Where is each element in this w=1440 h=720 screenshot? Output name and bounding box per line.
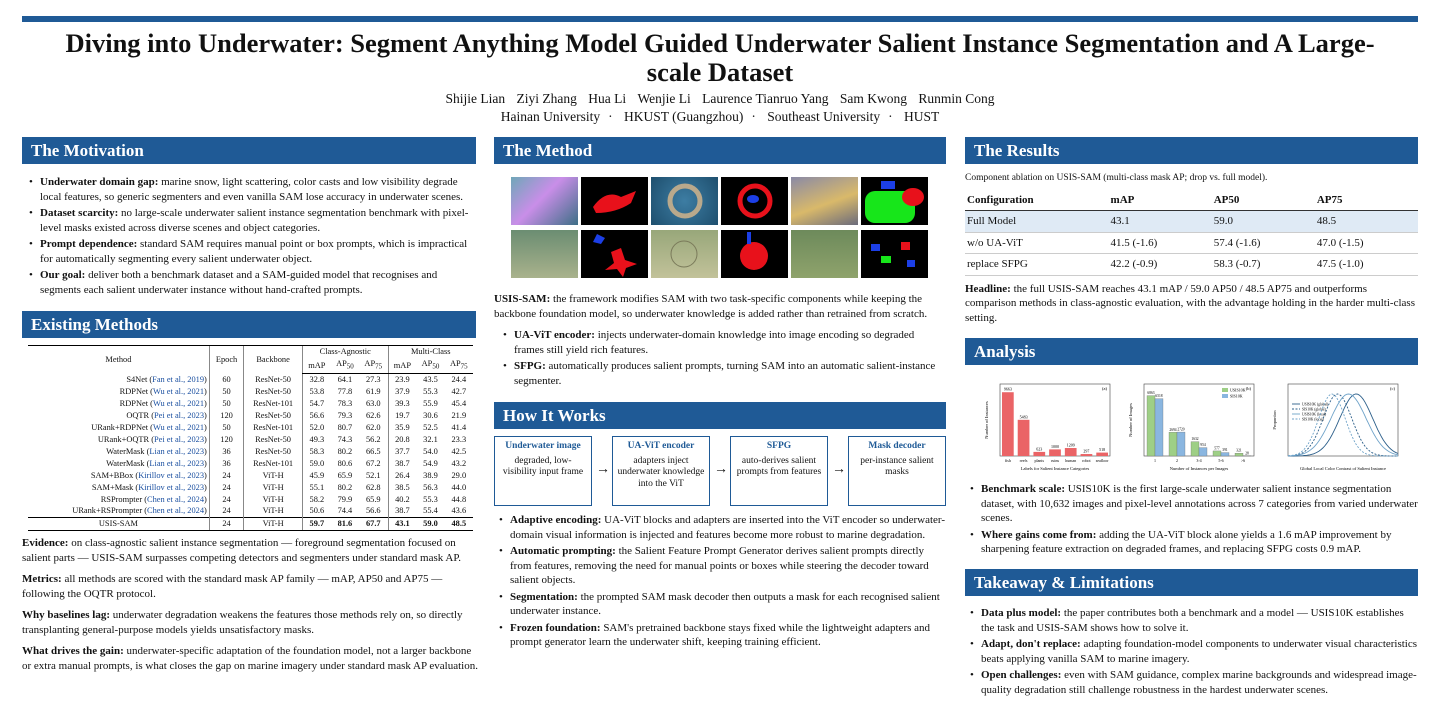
table-row: SAM+BBox (Kirillov et al., 2023) 24 ViT-H 45.9 65.9 52.1 26.4 38.9 29.0 — [28, 470, 473, 482]
list-item: • Frozen foundation: SAM's pretrained backbone stays fixed while the lightweight adapters and prompt generator learn the underwater shift, keeping training efficient. — [494, 621, 946, 650]
list-item: • Segmentation: the prompted SAM mask decoder then outputs a mask for each recognised salient underwater instance. — [494, 590, 946, 619]
table-row: replace SFPG 42.2 (-0.9) 58.3 (-0.7) 47.5 (-1.0) — [965, 254, 1418, 276]
bar — [1018, 420, 1030, 456]
legend-swatch — [1222, 388, 1228, 392]
affiliation-list: Hainan University · HKUST (Guangzhou) · Southeast University · HUST — [500, 109, 940, 124]
bar — [1221, 453, 1229, 456]
table-row: OQTR (Pei et al., 2023) 120 ResNet-50 56.6 79.3 62.6 19.7 30.6 21.9 — [28, 410, 473, 422]
data-label: 5483 — [1019, 414, 1028, 420]
legend-label: SIS10K — [1230, 393, 1243, 399]
chart-title: (c) — [1390, 386, 1395, 391]
bar — [1147, 396, 1155, 456]
top-rule — [22, 16, 1418, 22]
how-it-works-list-wrap — [494, 513, 946, 652]
legend-label: SIS10K (local) — [1302, 417, 1324, 422]
x-axis-label: Global Local Color Contrast of Salient Instance — [1300, 466, 1386, 471]
poster-title: Diving into Underwater: Segment Anything Model Guided Underwater Salient Instance Segmentation and A Large-scale Dataset — [65, 28, 1375, 87]
arrow-right-icon: → — [596, 462, 610, 477]
bar — [1213, 451, 1221, 456]
table-row: S4Net (Fan et al., 2019) 60 ResNet-50 32.8 64.1 27.3 23.9 43.5 24.4 — [28, 374, 473, 386]
y-axis-label: Number of Images — [1128, 403, 1133, 437]
note-paragraph: Why baselines lag: underwater degradation weakens the features those methods rely on, so directly transplanting general-purpose models yields unsatisfactory masks. — [22, 609, 463, 636]
takeaway-list-wrap — [965, 606, 1418, 699]
table-row: SAM+Mask (Kirillov et al., 2023) 24 ViT-H 55.1 80.2 62.8 38.5 56.3 44.0 — [28, 482, 473, 494]
table-row: RDPNet (Wu et al., 2021) 50 ResNet-50 53.8 77.8 61.9 37.9 55.3 42.7 — [28, 386, 473, 398]
table-caption: Component ablation on USIS-SAM (multi-class mask AP; drop vs. full model). — [965, 173, 1268, 183]
data-label: 1209 — [1066, 442, 1075, 448]
note-paragraph: What drives the gain: underwater-specific adaptation of the foundation model, not a larger backbone or extra manual prompts, is what closes the gap on marine imagery under standard mask AP evaluation. — [22, 645, 478, 672]
data-label: 321 — [1236, 448, 1242, 453]
table-row: URank+OQTR (Pei et al., 2023) 120 ResNet-50 49.3 74.3 56.2 20.8 32.1 23.3 — [28, 434, 473, 446]
how-it-works-list — [494, 513, 946, 650]
bar — [1081, 454, 1093, 456]
table-row: Full Model 43.1 59.0 48.5 — [965, 211, 1418, 233]
citation-link: Kirillov et al., 2023 — [138, 470, 205, 480]
list-item: • SFPG: automatically produces salient prompts, turning SAM into an automatic salient-instance segmenter. — [498, 359, 946, 388]
arrow-right-icon: → — [832, 462, 846, 477]
list-item: • Dataset scarcity: no large-scale underwater salient instance segmentation benchmark with pixel-level masks existed across diverse scenes and object categories. — [24, 206, 474, 235]
author-list — [0, 91, 1440, 107]
data-label: 28 — [1245, 451, 1249, 456]
citation-link: Chen et al., 2024 — [147, 494, 205, 504]
citation-link: Lian et al., 2023 — [149, 446, 205, 456]
section-header-how-it-works: How It Works — [494, 402, 946, 429]
underwater-photo — [791, 230, 858, 278]
data-label: 2694 — [1169, 427, 1177, 432]
tick-label: 1 — [1154, 458, 1156, 463]
bar — [1169, 432, 1177, 456]
list-item: • Automatic prompting: the Salient Feature Prompt Generator derives salient prompts directly from features, removing the need for manual points or boxes while steering the decoder toward salient objects. — [494, 544, 946, 588]
tick-label: human — [1065, 458, 1077, 463]
bar — [1049, 449, 1061, 456]
data-label: 623 — [1036, 446, 1043, 452]
instances-per-image-chart — [1124, 378, 1260, 474]
tick-label: 3-4 — [1196, 458, 1202, 463]
flow-step: Mask decoder per-instance salient masks — [848, 436, 946, 506]
author: Sam Kwong — [839, 91, 907, 106]
flow-step: Underwater image degraded, low-visibility input frame — [494, 436, 592, 506]
list-item: • Underwater domain gap: marine snow, light scattering, color casts and low visibility degrade local features, so generic segmenters and even vanilla SAM lose accuracy in underwater scenes. — [24, 175, 474, 204]
method-cell: URank+OQTR (Pei et al., 2023) — [97, 435, 207, 445]
existing-methods-notes — [22, 536, 478, 680]
list-item: • Where gains come from: adding the UA-ViT block alone yields a 1.6 mAP improvement by sharpening feature extraction on degraded frames, and replacing SFPG costs 0.9 mAP. — [965, 528, 1418, 557]
legend-label: SIS10K (global) — [1302, 407, 1326, 412]
comparison-table: Method Epoch Backbone Class-Agnostic Multi-Class mAP $AP_{50}$ $AP_{75}$ mAP $AP_{50}$ $AP_{75}$ S4Net (Fan et al., 2019) 60 ResNet-50 32.8 64.1 27.3 23.9 43.5 24.4 RDPNet (Wu et al., 2021) 50 ResNet-50 53.8 77.8 61.9 37.9 55.3 42.7 RDPNet (Wu et al., 2021) 50 ResNet-101 54.7 78.3 63.0 39.3 55.9 45.4 OQTR (Pei et al., 2023) 120 ResNet-50 56.6 79.3 62.6 19.7 30.6 21.9 URank+RDPNet (Wu et al., 2021) 50 ResNet-101 52.0 80.7 62.0 35.9 52.5 41.4 URank+OQTR (Pei et al., 2023) 120 ResNet-50 49.3 74.3 56.2 20.8 32.1 23.3 WaterMask (Lian et al., 2023) 36 ResNet-50 58.3 80.2 66.5 37.7 54.0 42.5 WaterMask (Lian et al., 2023) 36 ResNet-101 59.0 80.6 67.2 38.7 54.9 43.2 SAM+BBox (Kirillov et al., 2023) 24 ViT-H 45.9 65.9 52.1 26.4 38.9 29.0 SAM+Mask (Kirillov et al., 2023) 24 ViT-H 55.1 80.2 62.8 38.5 56.3 44.0 RSPrompter (Chen et al., 2024) 24 ViT-H 58.2 79.9 65.9 40.2 55.3 44.8 URank+RSPrompter (Chen et al., 2024) 24 ViT-H 50.6 74.4 56.6 38.7 55.4 43.6 USIS-SAM 24 ViT-H 59.7 81.6 67.7 43.1 59.0 48.5 — [28, 345, 473, 531]
segmentation-mask — [861, 177, 928, 225]
underwater-photo — [651, 230, 718, 278]
table-row-ours: USIS-SAM 24 ViT-H 59.7 81.6 67.7 43.1 59.0 48.5 — [28, 518, 473, 531]
data-label: 1632 — [1191, 437, 1199, 442]
legend-label: USIS10K (local) — [1302, 412, 1327, 417]
method-cell: OQTR (Pei et al., 2023) — [126, 411, 207, 421]
method-cell: RDPNet (Wu et al., 2021) — [119, 399, 207, 409]
flow-step: UA-ViT encoder adapters inject underwater knowledge into the ViT — [612, 436, 710, 506]
tick-label: 2 — [1176, 458, 1178, 463]
legend-label: USIS10K — [1230, 387, 1246, 393]
citation-link: Fan et al., 2019 — [152, 375, 205, 385]
data-label: 6518 — [1155, 394, 1163, 399]
method-cell: RSPrompter (Chen et al., 2024) — [100, 494, 207, 504]
segmentation-mask — [581, 230, 648, 278]
list-item: • Adaptive encoding: UA-ViT blocks and adapters are inserted into the ViT encoder so underwater-domain visual information is injected and features become more robust to marine degradation. — [494, 513, 946, 542]
table-row: URank+RDPNet (Wu et al., 2021) 50 ResNet-101 52.0 80.7 62.0 35.9 52.5 41.4 — [28, 422, 473, 434]
underwater-photo — [791, 177, 858, 225]
author: Runmin Cong — [918, 91, 995, 106]
table-row: w/o UA-ViT 41.5 (-1.6) 57.4 (-1.6) 47.0 (-1.5) — [965, 232, 1418, 254]
y-axis-label: Proportion — [1272, 410, 1277, 430]
bar — [1096, 453, 1108, 456]
segmentation-mask — [581, 177, 648, 225]
citation-link: Pei et al., 2023 — [154, 435, 205, 445]
method-cell: SAM+BBox (Kirillov et al., 2023) — [90, 470, 207, 480]
analysis-list-wrap — [965, 482, 1418, 559]
method-cell: SAM+Mask (Kirillov et al., 2023) — [91, 482, 207, 492]
citation-link: Wu et al., 2021 — [152, 387, 205, 397]
section-header-method: The Method — [494, 137, 946, 164]
method-cell: S4Net (Fan et al., 2019) — [126, 375, 207, 385]
ablation-table: Configuration mAP AP50 AP75 Full Model 43.1 59.0 48.5 w/o UA-ViT 41.5 (-1.6) 57.4 (-1.6) 47.0 (-1.5) replace SFPG 42.2 (-0.9) 58.3 (-0.7) 47.5 (-1.0) — [965, 190, 1418, 276]
note-paragraph: Metrics: all methods are scored with the standard mask AP family — mAP, AP50 and AP75 — following the OQTR protocol. — [22, 573, 443, 600]
table-row: RSPrompter (Chen et al., 2024) 24 ViT-H 58.2 79.9 65.9 40.2 55.3 44.8 — [28, 494, 473, 506]
list-item: • UA-ViT encoder: injects underwater-domain knowledge into image encoding so degraded frames still yield rich features. — [498, 328, 946, 357]
table-row: WaterMask (Lian et al., 2023) 36 ResNet-101 59.0 80.6 67.2 38.7 54.9 43.2 — [28, 458, 473, 470]
affiliation: Southeast University — [767, 109, 881, 124]
data-label: 297 — [1083, 448, 1090, 454]
results-headline: Headline: the full USIS-SAM reaches 43.1 mAP / 59.0 AP50 / 48.5 AP75 and outperforms comparison methods in class-agnostic evaluation, with the advantage holding in the harder multi-class setting. — [965, 282, 1415, 324]
method-cell: RDPNet (Wu et al., 2021) — [119, 387, 207, 397]
data-label: 518 — [1099, 447, 1106, 453]
x-axis-label: Labels for Salient Instance Categories — [1020, 466, 1090, 471]
chart-title: (a) — [1102, 386, 1107, 391]
tick-label: robot — [1082, 458, 1091, 463]
tick-label: plants — [1034, 458, 1045, 463]
category-bar-chart — [980, 378, 1116, 474]
author: Laurence Tianruo Yang — [702, 91, 829, 106]
bar — [1155, 399, 1163, 456]
bar — [1191, 442, 1199, 456]
tick-label: 5-6 — [1218, 458, 1224, 463]
segmentation-mask — [721, 177, 788, 225]
chart-title: (b) — [1245, 386, 1251, 391]
list-item: • Our goal: deliver both a benchmark dataset and a SAM-guided model that recognises and segments each salient underwater instance without hand-crafted prompts. — [24, 268, 474, 297]
table-row: URank+RSPrompter (Chen et al., 2024) 24 ViT-H 50.6 74.4 56.6 38.7 55.4 43.6 — [28, 505, 473, 517]
method-cell: WaterMask (Lian et al., 2023) — [106, 458, 207, 468]
affiliation: HUST — [903, 109, 940, 124]
affiliation: Hainan University — [500, 109, 601, 124]
motivation-list — [24, 175, 474, 297]
author: Shijie Lian — [445, 91, 506, 106]
table-row: RDPNet (Wu et al., 2021) 50 ResNet-101 54.7 78.3 63.0 39.3 55.9 45.4 — [28, 398, 473, 410]
method-list — [498, 328, 946, 388]
list-item: • Benchmark scale: USIS10K is the first large-scale underwater salient instance segmentation dataset, with 10,632 images and pixel-level annotations across 7 categories from varied underwater scenes. — [965, 482, 1418, 526]
bar — [1177, 432, 1185, 456]
results-section — [965, 171, 1418, 325]
analysis-list — [965, 482, 1418, 557]
segmentation-mask — [721, 230, 788, 278]
motivation-section — [24, 175, 474, 299]
method-cell: URank+RDPNet (Wu et al., 2021) — [91, 423, 207, 433]
method-cell: WaterMask (Lian et al., 2023) — [106, 446, 207, 456]
citation-link: Chen et al., 2024 — [147, 506, 205, 516]
bar — [1002, 392, 1014, 456]
underwater-photo — [511, 177, 578, 225]
segmentation-mask — [861, 230, 928, 278]
author: Hua Li — [588, 91, 627, 106]
citation-link: Lian et al., 2023 — [149, 458, 205, 468]
tick-label: seafloor — [1095, 458, 1109, 463]
method-cell: URank+RSPrompter (Chen et al., 2024) — [72, 506, 207, 516]
data-label: 9663 — [1003, 386, 1012, 392]
list-item: • Data plus model: the paper contributes both a benchmark and a model — USIS10K establishes the task and USIS-SAM shows how to solve it. — [965, 606, 1418, 635]
citation-link: Kirillov et al., 2023 — [138, 482, 205, 492]
author: Ziyi Zhang — [516, 91, 577, 106]
color-contrast-chart — [1268, 378, 1404, 474]
underwater-photo — [511, 230, 578, 278]
citation-link: Wu et al., 2021 — [152, 423, 205, 433]
data-label: 1000 — [1051, 443, 1059, 449]
comparison-table-wrap — [28, 345, 473, 531]
data-label: 2720 — [1177, 427, 1185, 432]
arrow-right-icon: → — [714, 462, 728, 477]
data-label: 954 — [1200, 443, 1206, 448]
section-header-analysis: Analysis — [965, 338, 1418, 365]
tick-label: fish — [1004, 458, 1011, 463]
legend-swatch — [1222, 394, 1228, 398]
section-header-motivation: The Motivation — [22, 137, 476, 164]
list-item: • Prompt dependence: standard SAM requires manual point or box prompts, which is impractical for automatically segmenting every salient underwater object. — [24, 237, 474, 266]
flow-step: SFPG auto-derives salient prompts from features — [730, 436, 828, 506]
x-axis-label: Number of Instances per Images — [1169, 466, 1229, 471]
legend-label: USIS10K (global) — [1302, 402, 1329, 407]
citation-link: Wu et al., 2021 — [152, 399, 205, 409]
citation-link: Pei et al., 2023 — [154, 411, 205, 421]
table-row: WaterMask (Lian et al., 2023) 36 ResNet-50 58.3 80.2 66.5 37.7 54.0 42.5 — [28, 446, 473, 458]
tick-label: >6 — [1240, 458, 1246, 463]
data-label: 391 — [1222, 448, 1228, 453]
list-item: • Open challenges: even with SAM guidance, complex marine backgrounds and widespread image-quality degradation still challenge robustness in the hardest underwater scenes. — [965, 668, 1418, 697]
section-header-existing-methods: Existing Methods — [22, 311, 476, 338]
bar — [1199, 448, 1207, 456]
bar — [1235, 453, 1243, 456]
section-header-results: The Results — [965, 137, 1418, 164]
data-label: 577 — [1214, 446, 1220, 451]
tick-label: reefs — [1019, 458, 1028, 463]
affiliation: HKUST (Guangzhou) — [623, 109, 744, 124]
y-axis-label: Number of Instances — [984, 401, 989, 439]
bar — [1065, 448, 1077, 456]
note-paragraph: Evidence: on class-agnostic salient instance segmentation — foreground segmentation focused on salient parts — USIS-SAM surpasses competing detectors and segmenters under standard mask AP. — [22, 537, 462, 564]
bar — [1033, 452, 1045, 456]
method-description — [494, 292, 946, 390]
tick-label: ruins — [1051, 458, 1059, 463]
data-label: 6863 — [1147, 391, 1155, 396]
takeaway-list — [965, 606, 1418, 697]
section-header-takeaway: Takeaway & Limitations — [965, 569, 1418, 596]
method-intro: USIS-SAM: the framework modifies SAM with two task-specific components while keeping the backbone foundation model, so underwater knowledge is added rather than retrained from scratch. — [494, 293, 928, 320]
list-item: • Adapt, don't replace: adapting foundation-model components to underwater visual characteristics beats applying vanilla SAM to marine imagery. — [965, 637, 1418, 666]
author: Wenjie Li — [637, 91, 691, 106]
underwater-photo — [651, 177, 718, 225]
